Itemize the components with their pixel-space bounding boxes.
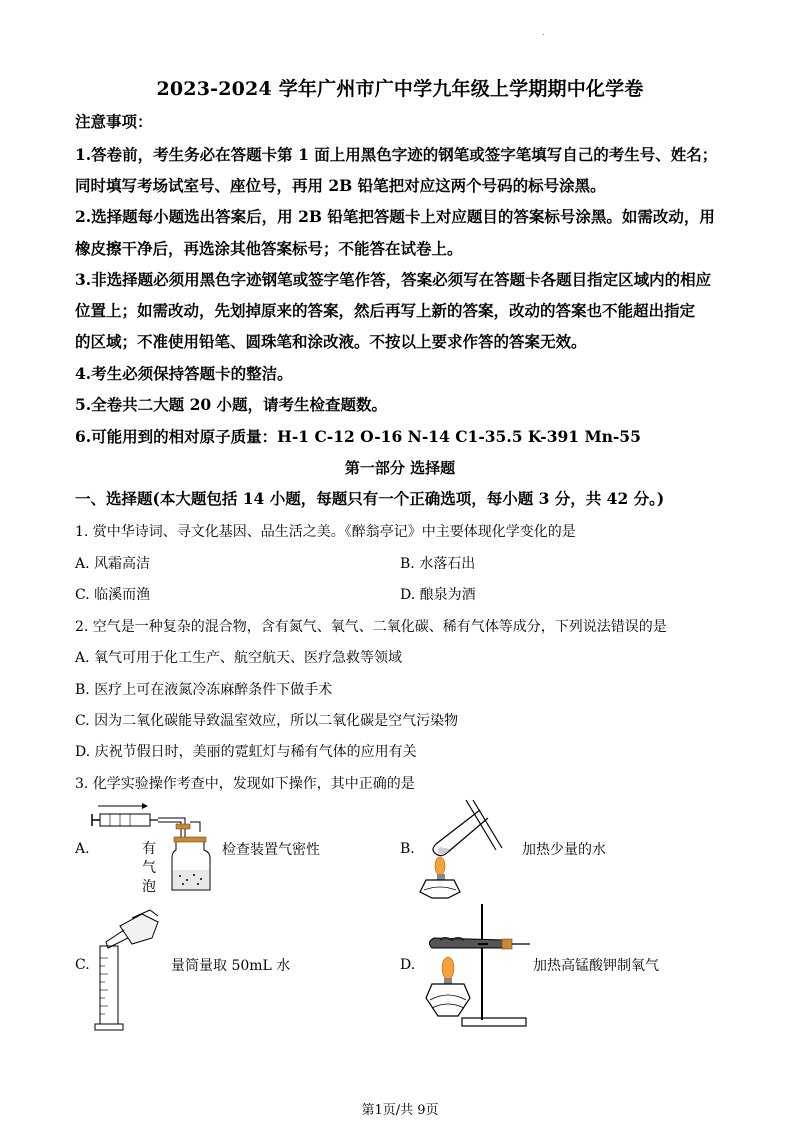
q3-option-a-letter: A. [75, 841, 90, 857]
section-title: 一、选择题(本大题包括 14 小题，每题只有一个正确选项，每小题 3 分，共 42 分。) [75, 489, 665, 508]
bubble-label-1: 有 [142, 841, 156, 857]
note-line-2: 同时填写考场试室号、座位号，再用 2B 铅笔把对应这两个号码的标号涂黑。 [75, 176, 606, 195]
note-line-3: 2.选择题每小题选出答案后，用 2B 铅笔把答题卡上对应题目的答案标号涂黑。如需改动，用 [75, 207, 715, 226]
note-line-10: 6.可能用到的相对原子质量：H-1 C-12 O-16 N-14 C1-35.5 K-391 Mn-55 [75, 427, 641, 446]
test-tube-heating-figure [418, 800, 518, 900]
q1-option-b: B. 水落石出 [400, 556, 476, 572]
note-line-1: 1.答卷前，考生务必在答题卡第 1 面上用黑色字迹的钢笔或签字笔填写自己的考生号、姓名； [75, 145, 718, 164]
q3-option-d-caption: 加热高锰酸钾制氧气 [533, 958, 659, 974]
q2-option-b: B. 医疗上可在液氮冷冻麻醉条件下做手术 [75, 682, 333, 698]
note-line-7: 的区域；不准使用铅笔、圆珠笔和涂改液。不按以上要求作答的答案无效。 [75, 332, 587, 351]
q3-option-d-letter: D. [400, 957, 416, 973]
potassium-permanganate-setup-figure [418, 900, 533, 1032]
notes-heading: 注意事项： [75, 112, 153, 131]
q3-stem: 3. 化学实验操作考查中，发现如下操作，其中正确的是 [75, 776, 415, 792]
q2-stem: 2. 空气是一种复杂的混合物，含有氮气、氧气、二氧化碳、稀有气体等成分，下列说法错误的是 [75, 619, 667, 635]
q1-option-a: A. 风霜高洁 [75, 556, 151, 572]
corner-mark: . [542, 28, 545, 37]
q1-stem: 1. 赏中华诗词、寻文化基因、品生活之美。《醉翁亭记》中主要体现化学变化的是 [75, 524, 576, 540]
note-line-8: 4.考生必须保持答题卡的整洁。 [75, 364, 293, 383]
q2-option-d: D. 庆祝节假日时，美丽的霓虹灯与稀有气体的应用有关 [75, 744, 417, 760]
q3-option-c-caption: 量筒量取 50mL 水 [171, 958, 291, 974]
note-line-5: 3.非选择题必须用黑色字迹钢笔或签字笔作答，答案必须写在答题卡各题目指定区域内的相应 [75, 270, 712, 289]
q3-option-a-caption: 检查装置气密性 [222, 842, 320, 858]
note-line-6: 位置上；如需改动，先划掉原来的答案，然后再写上新的答案，改动的答案也不能超出指定 [75, 301, 696, 320]
q1-option-d: D. 酿泉为酒 [400, 587, 476, 603]
bubble-label-3: 泡 [142, 879, 156, 895]
q3-option-b-caption: 加热少量的水 [522, 842, 606, 858]
q3-option-b-letter: B. [400, 841, 415, 857]
bubble-label-2: 气 [142, 860, 156, 876]
graduated-cylinder-figure [92, 908, 172, 1033]
q2-option-a: A. 氧气可用于化工生产、航空航天、医疗急救等领域 [75, 650, 403, 666]
syringe-bottle-figure [90, 800, 225, 895]
note-line-9: 5.全卷共二大题 20 小题，请考生检查题数。 [75, 395, 388, 414]
page-title: 2023-2024 学年广州市广中学九年级上学期期中化学卷 [156, 78, 644, 100]
q1-option-c: C. 临溪而渔 [75, 587, 151, 603]
q3-option-c-letter: C. [75, 957, 90, 973]
note-line-4: 橡皮擦干净后，再选涂其他答案标号；不能答在试卷上。 [75, 239, 463, 258]
page-footer: 第1页/共 9页 [361, 1103, 439, 1118]
q2-option-c: C. 因为二氧化碳能导致温室效应，所以二氧化碳是空气污染物 [75, 713, 459, 729]
part-title: 第一部分 选择题 [344, 459, 456, 477]
